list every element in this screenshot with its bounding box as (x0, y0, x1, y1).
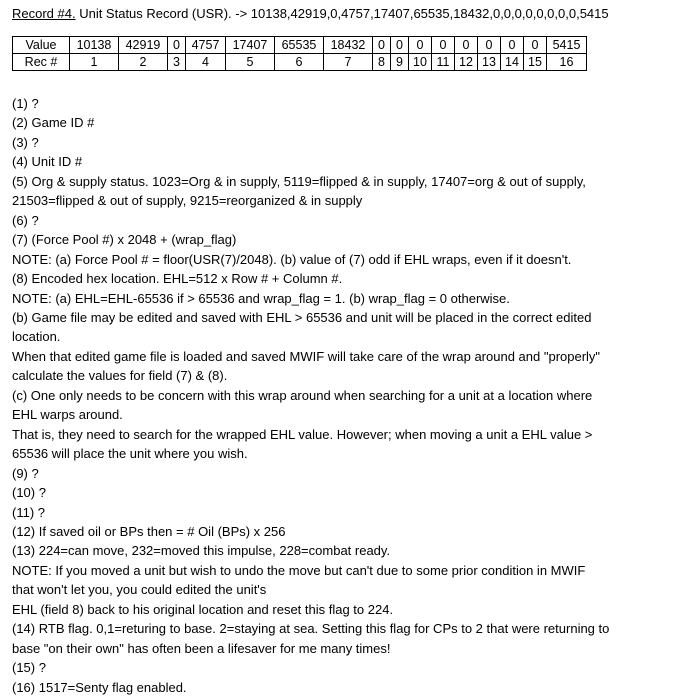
note-line: calculate the values for field (7) & (8). (12, 368, 228, 384)
note-line: (7) (Force Pool #) x 2048 + (wrap_flag) (12, 232, 237, 248)
note-line: That is, they need to search for the wrapped EHL value. However; when moving a unit a EHL value > (12, 426, 593, 442)
value-cell: 65535 (275, 37, 324, 54)
rec-cell: 16 (547, 54, 587, 71)
note-line: (2) Game ID # (12, 115, 95, 131)
note-line: (8) Encoded hex location. EHL=512 x Row # + Column #. (12, 271, 343, 287)
rec-cell: 7 (324, 54, 373, 71)
value-cell: 0 (168, 37, 186, 54)
note-line: (9) ? (12, 465, 39, 481)
value-cell: 0 (524, 37, 547, 54)
value-cell: 0 (432, 37, 455, 54)
note-line: (12) If saved oil or BPs then = # Oil (BPs) x 256 (12, 523, 286, 539)
rec-cell: 8 (373, 54, 391, 71)
record-description: Unit Status Record (USR). -> 10138,42919,0,4757,17407,65535,18432,0,0,0,0,0,0,0,0,5415 (75, 6, 609, 21)
note-line: (13) 224=can move, 232=moved this impulse, 228=combat ready. (12, 543, 391, 559)
rec-cell: 15 (524, 54, 547, 71)
note-line: (6) ? (12, 212, 39, 228)
note-line: (5) Org & supply status. 1023=Org & in supply, 5119=flipped & in supply, 17407=org & out of supply, (12, 173, 586, 189)
note-line: (16) 1517=Senty flag enabled. (12, 679, 187, 695)
record-table (12, 36, 587, 71)
rec-cell: 4 (186, 54, 226, 71)
note-line: (3) ? (12, 134, 39, 150)
row-label-value: Value (13, 37, 70, 54)
value-cell: 42919 (119, 37, 168, 54)
value-cell: 10138 (70, 37, 119, 54)
note-line: NOTE: (a) EHL=EHL-65536 if > 65536 and wrap_flag = 1. (b) wrap_flag = 0 otherwise. (12, 290, 510, 306)
note-line: EHL warps around. (12, 407, 123, 423)
note-line: (1) ? (12, 96, 39, 111)
value-cell: 0 (409, 37, 432, 54)
note-line: (15) ? (12, 660, 46, 676)
table-row-rec-numbers (13, 54, 587, 71)
rec-cell: 10 (409, 54, 432, 71)
note-line: base "on their own" has often been a lifesaver for me many times! (12, 640, 391, 656)
note-line: (4) Unit ID # (12, 154, 83, 170)
note-line: (10) ? (12, 485, 46, 501)
value-cell: 4757 (186, 37, 226, 54)
table-row-values (13, 37, 587, 54)
note-line: location. (12, 329, 61, 345)
value-cell: 18432 (324, 37, 373, 54)
note-line: (c) One only needs to be concern with this wrap around when searching for a unit at a location where (12, 387, 593, 403)
note-line: NOTE: (a) Force Pool # = floor(USR(7)/2048). (b) value of (7) odd if EHL wraps, even if it doesn't. (12, 251, 572, 267)
rec-cell: 14 (501, 54, 524, 71)
value-cell: 0 (373, 37, 391, 54)
value-cell: 0 (501, 37, 524, 54)
note-line: EHL (field 8) back to his original location and reset this flag to 224. (12, 601, 394, 617)
value-cell: 17407 (226, 37, 275, 54)
note-line: that won't let you, you could edited the unit's (12, 582, 267, 598)
note-line: (11) ? (12, 504, 45, 520)
value-cell: 0 (455, 37, 478, 54)
rec-cell: 2 (119, 54, 168, 71)
note-line: When that edited game file is loaded and saved MWIF will take care of the wrap around and "properly" (12, 348, 601, 364)
rec-cell: 13 (478, 54, 501, 71)
rec-cell: 12 (455, 54, 478, 71)
rec-cell: 9 (391, 54, 409, 71)
note-line: NOTE: If you moved a unit but wish to undo the move but can't due to some prior condition in MWIF (12, 562, 586, 578)
note-line: (b) Game file may be edited and saved with EHL > 65536 and unit will be placed in the correct edited (12, 309, 592, 325)
note-line: 21503=flipped & out of supply, 9215=reorganized & in supply (12, 193, 363, 209)
row-label-rec: Rec # (13, 54, 70, 71)
rec-cell: 11 (432, 54, 455, 71)
record-number: Record #4. (12, 6, 76, 21)
record-title (12, 6, 609, 22)
note-line: 65536 will place the unit where you wish. (12, 446, 248, 462)
rec-cell: 5 (226, 54, 275, 71)
value-cell: 0 (478, 37, 501, 54)
rec-cell: 6 (275, 54, 324, 71)
value-cell: 0 (391, 37, 409, 54)
field-notes (12, 94, 684, 697)
note-line: (14) RTB flag. 0,1=returing to base. 2=staying at sea. Setting this flag for CPs to 2 that were returning to (12, 621, 610, 637)
rec-cell: 3 (168, 54, 186, 71)
value-cell: 5415 (547, 37, 587, 54)
rec-cell: 1 (70, 54, 119, 71)
